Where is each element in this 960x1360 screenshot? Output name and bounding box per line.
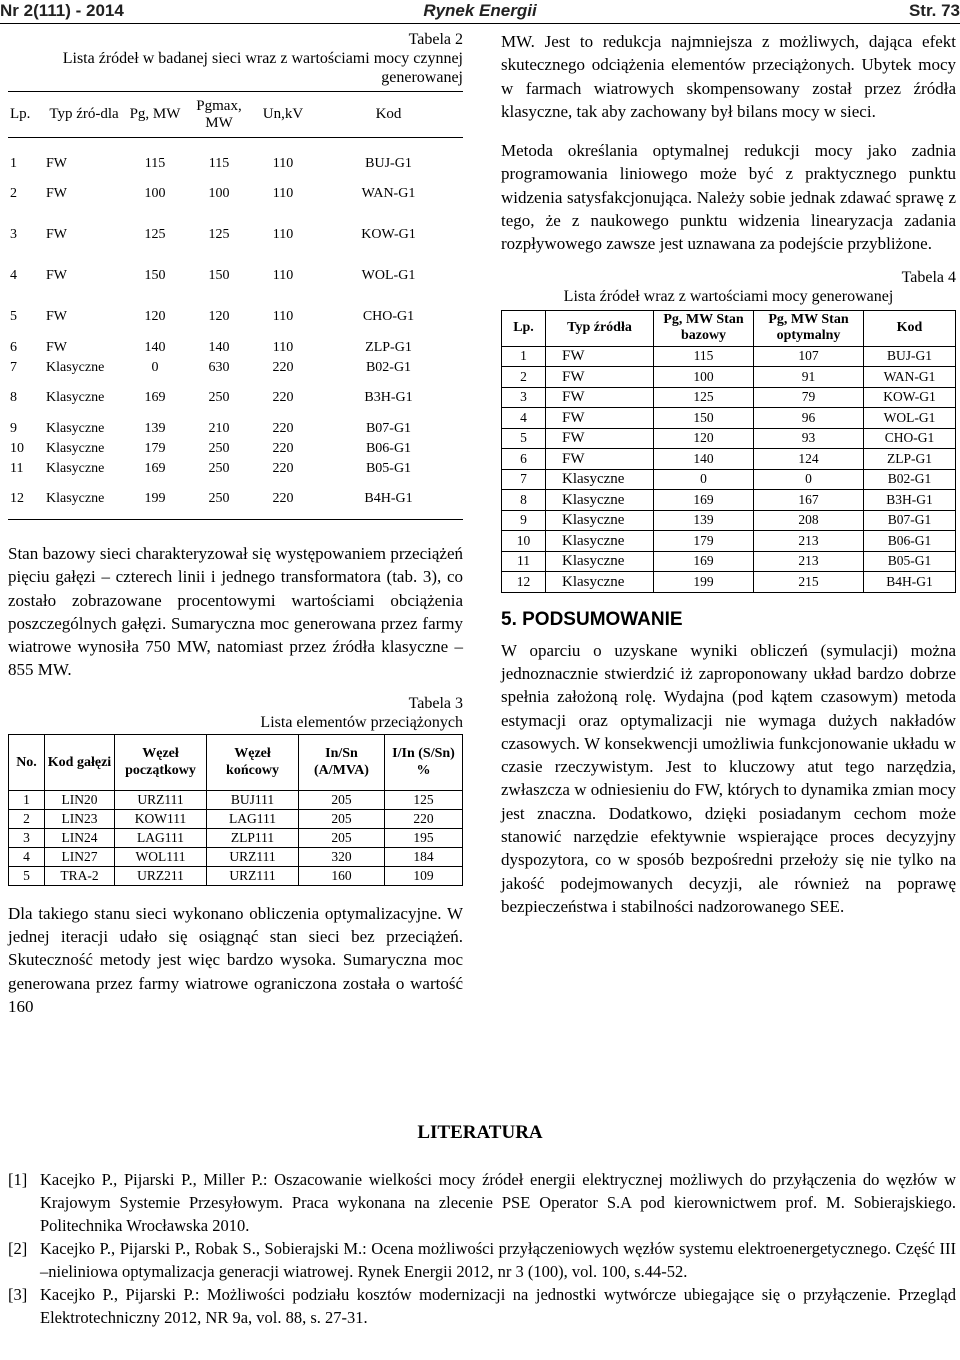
table-cell: 2 — [10, 186, 17, 201]
table-cell: 320 — [299, 847, 385, 866]
issue-number: Nr 2(111) - 2014 — [0, 1, 124, 20]
table-cell: WOL-G1 — [864, 408, 956, 429]
paragraph-summary: W oparciu o uzyskane wyniki obliczeń (symulacji) można jednoznacznie stwierdzić iż zaproponowany układ bardzo dobrze spełnia założoną rolę. Wydajna (pod kątem czasowym) metoda estymacji oraz optymalizacji nie wymaga dużych nakładów czasowych. W konsekwencji umożliwia funkcjonowanie układu w czasie rzeczywistym. Jest to kluczowy atut tego narzędzia, zwłaszcza w odniesieniu do FW, których to dynamika zmian mocy jest znaczna. Dodatkowo, dzięki posiadanym cechom może stanowić narzędzie efektywnie wspierające proces decyzyjny dyspozytora, co w sposób bezpośredni przełoży się nie tylko na jakość podejmowanych decyzji, ale również na poprawę bezpieczeństwa i stabilności nadzorowanego SEE. — [501, 640, 956, 916]
table-cell: 125 — [208, 227, 230, 242]
table-cell: 5 — [502, 428, 546, 449]
table-cell: B02-G1 — [365, 359, 412, 375]
table-cell: URZ111 — [115, 790, 207, 809]
table-cell: URZ111 — [207, 847, 299, 866]
table-cell: 220 — [385, 809, 463, 828]
table-cell: Klasyczne — [46, 420, 105, 436]
table-cell: 125 — [654, 387, 754, 408]
table-cell: 213 — [754, 551, 864, 572]
table-cell: 120 — [654, 428, 754, 449]
table-cell: 107 — [754, 346, 864, 367]
table-row — [9, 847, 463, 866]
table-cell: 205 — [299, 809, 385, 828]
paragraph-optimization: Dla takiego stanu sieci wykonano obliczenia optymalizacyjne. W jednej iteracji udało się osiągnąć stan sieci bez przeciążeń. Skuteczność metody jest więc bardzo wysoka. Sumaryczna moc generowana przez farmy wiatrowe ograniczona została o wartość 160 — [8, 903, 463, 1016]
table-cell: 1 — [10, 155, 17, 171]
table-cell: 93 — [754, 428, 864, 449]
table2-header: Typ źró-dla — [44, 92, 124, 138]
table-cell: 250 — [208, 460, 230, 476]
table-cell: 125 — [385, 790, 463, 809]
table-cell: 6 — [10, 339, 17, 355]
table-cell: 115 — [208, 155, 230, 171]
table-cell: 169 — [654, 490, 754, 511]
table3-caption — [8, 694, 463, 732]
table4-title: Lista źródeł wraz z wartościami mocy generowanej — [563, 287, 894, 305]
table4-caption — [501, 268, 956, 306]
table-cell: Klasyczne — [546, 551, 654, 572]
table-row — [502, 367, 956, 388]
table-cell: ZLP-G1 — [864, 449, 956, 470]
table2-header: Lp. — [8, 92, 44, 138]
table-cell: 199 — [124, 479, 186, 520]
table-cell: 125 — [144, 227, 166, 242]
table-cell: 220 — [252, 479, 314, 520]
table-row — [502, 490, 956, 511]
table-cell: 8 — [10, 390, 17, 405]
table3-header: In/Sn (A/MVA) — [299, 734, 385, 790]
table-cell: FW — [46, 186, 67, 201]
table-cell: FW — [46, 309, 67, 324]
table-row — [502, 572, 956, 593]
table-cell: Klasyczne — [44, 479, 124, 520]
table-row — [8, 297, 463, 338]
table-cell: Klasyczne — [546, 531, 654, 552]
table-cell: 110 — [272, 227, 294, 242]
table-cell: B06-G1 — [864, 531, 956, 552]
reference-text: Kacejko P., Pijarski P.: Możliwości podziału kosztów modernizacji na jednostki wytwórcze ubiegające się o przyłączenie. Przegląd Elektrotechniczny 2012, NR 9a, vol. 88, s. 27-31. — [40, 1285, 956, 1327]
table-cell: B05-G1 — [864, 551, 956, 572]
references-list — [8, 1168, 956, 1329]
reference-item — [8, 1283, 956, 1329]
table3-header: Węzeł początkowy — [115, 734, 207, 790]
table-cell: 205 — [299, 790, 385, 809]
table-cell: 9 — [502, 510, 546, 531]
table-cell: 150 — [654, 408, 754, 429]
table-cell: Klasyczne — [546, 469, 654, 490]
table-cell: 3 — [502, 387, 546, 408]
table-row — [9, 790, 463, 809]
table-cell: FW — [546, 449, 654, 470]
table-cell: LAG111 — [207, 809, 299, 828]
table-cell: Klasyczne — [46, 440, 105, 456]
table-cell: FW — [546, 428, 654, 449]
table-row — [8, 256, 463, 297]
table-cell: FW — [546, 346, 654, 367]
table-cell: 12 — [502, 572, 546, 593]
table2-body — [8, 154, 463, 520]
table-cell: 1 — [9, 790, 45, 809]
table-cell: 179 — [654, 531, 754, 552]
table-cell: 2 — [9, 809, 45, 828]
table4-header: Pg, MW Stan optymalny — [754, 310, 864, 346]
table-cell: 4 — [10, 268, 17, 283]
reference-text: Kacejko P., Pijarski P., Robak S., Sobierajski M.: Ocena możliwości przyłączeniowych węzłów systemu elektroenergetycznego. Część III –nieliniowa optymalizacja generacji wiatrowej. Rynek Energii 2012, nr 3 (100), vol. 100, s.44-52. — [40, 1239, 956, 1281]
table-cell: B05-G1 — [365, 460, 412, 476]
table-cell: FW — [46, 339, 67, 355]
table-cell: 6 — [502, 449, 546, 470]
table-cell: 110 — [272, 339, 294, 355]
table-cell: 120 — [208, 309, 230, 324]
table-cell: 140 — [144, 339, 166, 355]
table2-header: Un,kV — [252, 92, 314, 138]
table-cell: FW — [546, 387, 654, 408]
page-number: Str. 73 — [908, 1, 960, 20]
table-cell: 3 — [9, 828, 45, 847]
table-cell: B02-G1 — [864, 469, 956, 490]
table-cell: 215 — [754, 572, 864, 593]
journal-title: Rynek Energii — [423, 1, 537, 20]
table-cell: BUJ111 — [207, 790, 299, 809]
table-cell: 4 — [9, 847, 45, 866]
table-cell: B07-G1 — [365, 420, 412, 436]
table-cell: 220 — [272, 390, 294, 405]
table-cell: B4H-G1 — [314, 479, 463, 520]
table-cell: 150 — [208, 268, 230, 283]
table-cell: Klasyczne — [546, 572, 654, 593]
table2-title: Lista źródeł w badanej sieci wraz z wartościami mocy czynnej generowanej — [62, 50, 463, 86]
table-row — [8, 419, 463, 439]
table4-label: Tabela 4 — [901, 268, 956, 286]
table-cell: FW — [546, 367, 654, 388]
table-cell: WOL-G1 — [361, 268, 416, 283]
reference-item — [8, 1168, 956, 1237]
table-cell: BUJ-G1 — [365, 155, 412, 171]
table-cell: B4H-G1 — [864, 572, 956, 593]
table-row — [502, 408, 956, 429]
reference-item — [8, 1237, 956, 1283]
table-row — [8, 358, 463, 378]
table-cell: 3 — [10, 227, 17, 242]
table-cell: B07-G1 — [864, 510, 956, 531]
table-cell: B3H-G1 — [864, 490, 956, 511]
table-cell: 0 — [654, 469, 754, 490]
table-cell: 213 — [754, 531, 864, 552]
table-cell: Klasyczne — [46, 460, 105, 476]
table-cell: FW — [546, 408, 654, 429]
table-cell: 140 — [208, 339, 230, 355]
table-row — [8, 215, 463, 256]
table3-label: Tabela 3 — [408, 694, 463, 712]
table-cell: 167 — [754, 490, 864, 511]
table-cell: 0 — [754, 469, 864, 490]
table-cell: 220 — [272, 359, 294, 375]
table-cell: URZ111 — [207, 866, 299, 885]
table-row — [8, 439, 463, 459]
table-cell: 12 — [8, 479, 44, 520]
table-row — [9, 828, 463, 847]
table-cell: 110 — [272, 268, 294, 283]
table-cell: 208 — [754, 510, 864, 531]
table-cell: 5 — [9, 866, 45, 885]
table-cell: ZLP-G1 — [365, 339, 412, 355]
table-row — [9, 866, 463, 885]
table4-header: Kod — [864, 310, 956, 346]
table-cell: 7 — [502, 469, 546, 490]
table2-label: Tabela 2 — [408, 31, 463, 48]
table-cell: LIN23 — [45, 809, 115, 828]
table-cell: 184 — [385, 847, 463, 866]
table-cell: 115 — [654, 346, 754, 367]
table-row — [9, 809, 463, 828]
table-cell: 139 — [144, 420, 166, 436]
table-cell: Klasyczne — [546, 510, 654, 531]
table-cell: URZ211 — [115, 866, 207, 885]
table3 — [8, 734, 463, 886]
table-cell: 10 — [10, 440, 24, 456]
reference-number: [2] — [8, 1239, 28, 1258]
table-cell: 220 — [272, 460, 294, 476]
table-cell: 169 — [144, 460, 166, 476]
section-heading-summary: 5. PODSUMOWANIE — [501, 608, 683, 630]
table-cell: 100 — [144, 186, 166, 201]
table-cell: ZLP111 — [207, 828, 299, 847]
table-cell: 115 — [144, 155, 166, 171]
table-cell: Klasyczne — [46, 359, 105, 375]
table3-header: I/In (S/Sn) % — [385, 734, 463, 790]
table-cell: 110 — [272, 186, 294, 201]
table2-caption — [8, 30, 463, 87]
table-cell: 0 — [151, 359, 159, 375]
table-row — [8, 378, 463, 419]
table-cell: 169 — [654, 551, 754, 572]
table-row — [502, 551, 956, 572]
table-cell: WAN-G1 — [864, 367, 956, 388]
literature-heading: LITERATURA — [417, 1122, 543, 1143]
table-row — [502, 469, 956, 490]
left-column — [8, 30, 463, 1110]
table-cell: FW — [46, 227, 67, 242]
table-cell: LAG111 — [115, 828, 207, 847]
table-cell: 195 — [385, 828, 463, 847]
table3-header: Węzeł końcowy — [207, 734, 299, 790]
table-cell: 100 — [208, 186, 230, 201]
table2-header: Pg, MW — [124, 92, 186, 138]
table-cell: 150 — [144, 268, 166, 283]
table-cell: 120 — [144, 309, 166, 324]
table-cell: KOW-G1 — [361, 227, 416, 242]
table-cell: 11 — [502, 551, 546, 572]
table3-header: Kod gałęzi — [45, 734, 115, 790]
table-row — [502, 449, 956, 470]
table-cell: 79 — [754, 387, 864, 408]
paragraph-reduction: MW. Jest to redukcja najmniejsza z możliwych, dająca efekt skutecznego odciążenia elementów przeciążonych. Ubytek mocy w farmach wiatrowych skompensowany został przez źródła klasyczne, tak aby zachowany był bilans mocy w sieci. — [501, 32, 956, 121]
table-cell: KOW111 — [115, 809, 207, 828]
table-cell: WAN-G1 — [361, 186, 416, 201]
table-cell: 11 — [10, 460, 24, 476]
table-cell: 109 — [385, 866, 463, 885]
table2 — [8, 91, 463, 520]
table-cell: 179 — [144, 440, 166, 456]
table-cell: 4 — [502, 408, 546, 429]
table-cell: 1 — [502, 346, 546, 367]
table3-header: No. — [9, 734, 45, 790]
table-cell: CHO-G1 — [362, 309, 415, 324]
table-row — [8, 174, 463, 215]
table-cell: 139 — [654, 510, 754, 531]
table-cell: TRA-2 — [45, 866, 115, 885]
table-cell: LIN24 — [45, 828, 115, 847]
table-cell: 220 — [272, 440, 294, 456]
reference-text: Kacejko P., Pijarski P., Miller P.: Oszacowanie wielkości mocy źródeł energii elektrycznej możliwych do przyłączenia do węzłów w Krajowym Systemie Przesyłowym. Praca wykonana na zlecenie PSE Operator S.A pod kierownictwem prof. M. Sobierajskiego. Politechnika Wrocławska 2010. — [40, 1170, 956, 1235]
table-cell: 124 — [754, 449, 864, 470]
table-cell: 210 — [208, 420, 230, 436]
table-cell: 100 — [654, 367, 754, 388]
table4-header: Pg, MW Stan bazowy — [654, 310, 754, 346]
table-row — [8, 338, 463, 358]
table4-header: Typ źródła — [546, 310, 654, 346]
table-cell: 96 — [754, 408, 864, 429]
table-cell: 250 — [208, 440, 230, 456]
table-row — [502, 531, 956, 552]
table-cell: FW — [46, 155, 67, 171]
table3-title: Lista elementów przeciążonych — [260, 713, 463, 731]
table-cell: 220 — [272, 420, 294, 436]
right-column — [501, 30, 956, 1110]
table-row — [502, 346, 956, 367]
table-cell: 2 — [502, 367, 546, 388]
table-cell: Klasyczne — [546, 490, 654, 511]
table-row — [8, 459, 463, 479]
table2-header: Kod — [314, 92, 463, 138]
table-cell: LIN27 — [45, 847, 115, 866]
table-cell: 160 — [299, 866, 385, 885]
table-row — [502, 387, 956, 408]
table4-body — [502, 346, 956, 592]
table-cell: 205 — [299, 828, 385, 847]
table-cell: 7 — [10, 359, 17, 375]
table-cell: 110 — [272, 155, 294, 171]
table-cell: 5 — [10, 309, 17, 324]
paragraph-method: Metoda określania optymalnej redukcji mocy jako zadnia programowania liniowego może być z praktycznego punktu widzenia satysfakcjonująca. Należy sobie jednak zdawać sprawę z tego, że z naukowego punktu widzenia linearyzacja zadania rozpływowego zawsze jest uznawana za podejście przybliżone. — [501, 141, 956, 254]
table-cell: Klasyczne — [46, 390, 105, 405]
table-cell: 140 — [654, 449, 754, 470]
table-row — [8, 479, 463, 520]
table-cell: 250 — [208, 390, 230, 405]
table-cell: 250 — [186, 479, 252, 520]
table-cell: KOW-G1 — [864, 387, 956, 408]
table4 — [501, 310, 956, 593]
table-cell: 199 — [654, 572, 754, 593]
page-header — [0, 0, 960, 24]
table-cell: B06-G1 — [365, 440, 412, 456]
table2-header: Pgmax, MW — [186, 92, 252, 138]
table-cell: FW — [46, 268, 67, 283]
table-cell: CHO-G1 — [864, 428, 956, 449]
table-row — [502, 510, 956, 531]
table-row — [502, 428, 956, 449]
table-cell: 8 — [502, 490, 546, 511]
table-cell: BUJ-G1 — [864, 346, 956, 367]
table-cell: 169 — [144, 390, 166, 405]
table-row — [8, 154, 463, 174]
table-cell: 630 — [208, 359, 230, 375]
table4-header: Lp. — [502, 310, 546, 346]
table-cell: 91 — [754, 367, 864, 388]
table3-body — [9, 790, 463, 885]
paragraph-base-state: Stan bazowy sieci charakteryzował się występowaniem przeciążeń pięciu gałęzi – czterech linii i jednego transformatora (tab. 3), co zostało zobrazowane procentowymi wartościami obciążenia poszczególnych gałęzi. Sumaryczna moc generowana przez farmy wiatrowe wynosiła 750 MW, natomiast przez źródła klasyczne – 855 MW. — [8, 544, 463, 680]
table-cell: B3H-G1 — [364, 390, 413, 405]
table-cell: 110 — [272, 309, 294, 324]
reference-number: [3] — [8, 1285, 28, 1304]
table-cell: LIN20 — [45, 790, 115, 809]
reference-number: [1] — [8, 1170, 28, 1189]
table-cell: WOL111 — [115, 847, 207, 866]
table-cell: 10 — [502, 531, 546, 552]
table-cell: 9 — [10, 420, 17, 436]
